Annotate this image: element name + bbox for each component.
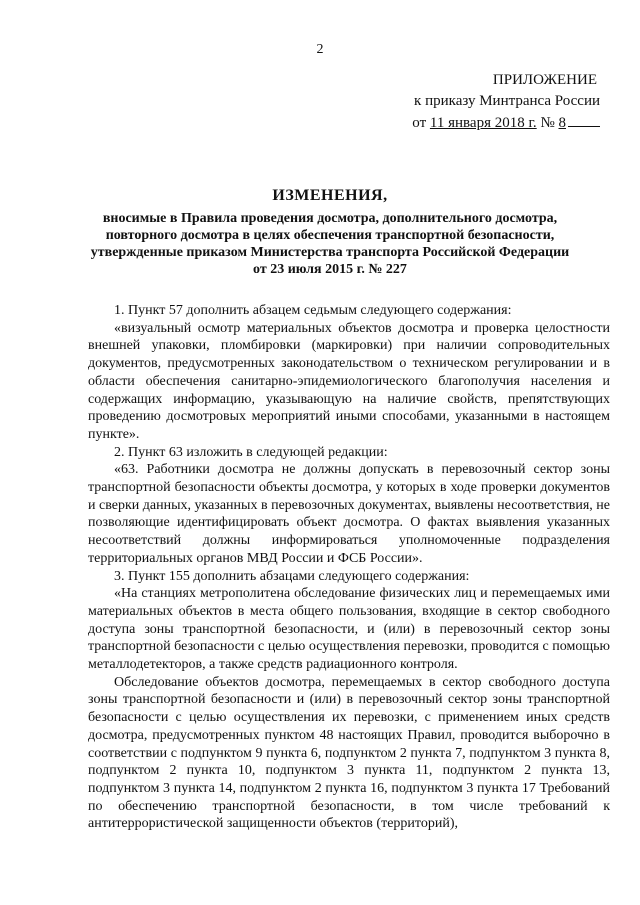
heading-subtitle-line: от 23 июля 2015 г. № 227 [253,262,407,277]
number-underline [568,112,600,127]
appendix-order-ref: к приказу Минтранса России [414,93,600,109]
heading-title: ИЗМЕНЕНИЯ, [272,187,388,204]
paragraph: «На станциях метрополитена обследование физических лиц и перемещаемых ими материальных объектов в места общего пользования, входящие в сектор свободного доступа зоны транспортной безопасности, и (или) в перевозочный сектор зоны транспортной безопасности с целью осуществления перевозки, проводится с помощью металлодетекторов, а также средств радиационного контроля. [88,586,610,673]
paragraph: «визуальный осмотр материальных объектов досмотра и проверка целостности внешней упаковки, пломбировки (маркировки) при наличии сопроводительных документов, предусмотренных законодательством о техническом регулировании и в области обеспечения санитарно-эпидемиологического благополучия населения и содержащих информацию, указывающую на наличие свойств, препятствующих проведению досмотровых мероприятий иными способами, указанными в настоящем пункте». [88,320,610,442]
appendix-block [360,70,600,134]
heading-subtitle-line: вносимые в Правила проведения досмотра, дополнительного досмотра, [102,211,558,226]
paragraph: 1. Пункт 57 дополнить абзацем седьмым следующего содержания: [114,303,512,318]
heading-subtitle-line: утвержденные приказом Министерства транспорта Российской Федерации [90,245,570,260]
page-number: 2 [316,42,324,57]
order-number: 8 [558,115,566,131]
paragraph: Обследование объектов досмотра, перемещаемых в сектор свободного доступа зоны транспортной безопасности и (или) в перевозочный сектор зоны транспортной безопасности с целью осуществления их перевозки, с применением иных средств досмотра, предусмотренных пунктом 48 настоящих Правил, проводится выборочно в соответствии с подпунктом 9 пункта 6, подпунктом 2 пункта 7, подпунктом 3 пункта 8, подпунктом 2 пункта 10, подпунктом 3 пункта 11, подпунктом 2 пункта 13, подпунктом 3 пункта 14, подпунктом 2 пункта 16, подпунктом 3 пункта 17 Требований по обеспечению транспортной безопасности, в том числе требований к антитеррористической защищенности объектов (территорий), [88,674,610,832]
appendix-date-line [360,112,600,134]
document-body [88,302,610,833]
order-date: 11 января 2018 г. [429,115,537,131]
number-prefix: № [536,115,559,131]
document-heading [60,186,600,278]
paragraph: «63. Работники досмотра не должны допускать в перевозочный сектор зоны транспортной безопасности объекты досмотра, у которых в ходе проверки документов и сверки данных, указанных в перевозочных документах, выявлены несоответствия, не позволяющие идентифицировать объект досмотра. О фактах выявления указанных несоответствий должны информироваться уполномоченные подразделения территориальных органов МВД России и ФСБ России». [88,462,610,566]
date-prefix: от [412,115,430,131]
paragraph: 3. Пункт 155 дополнить абзацами следующего содержания: [114,568,470,584]
paragraph: 2. Пункт 63 изложить в следующей редакции: [114,444,388,460]
appendix-title: ПРИЛОЖЕНИЕ [492,72,597,88]
heading-subtitle-line: повторного досмотра в целях обеспечения транспортной безопасности, [105,228,555,243]
